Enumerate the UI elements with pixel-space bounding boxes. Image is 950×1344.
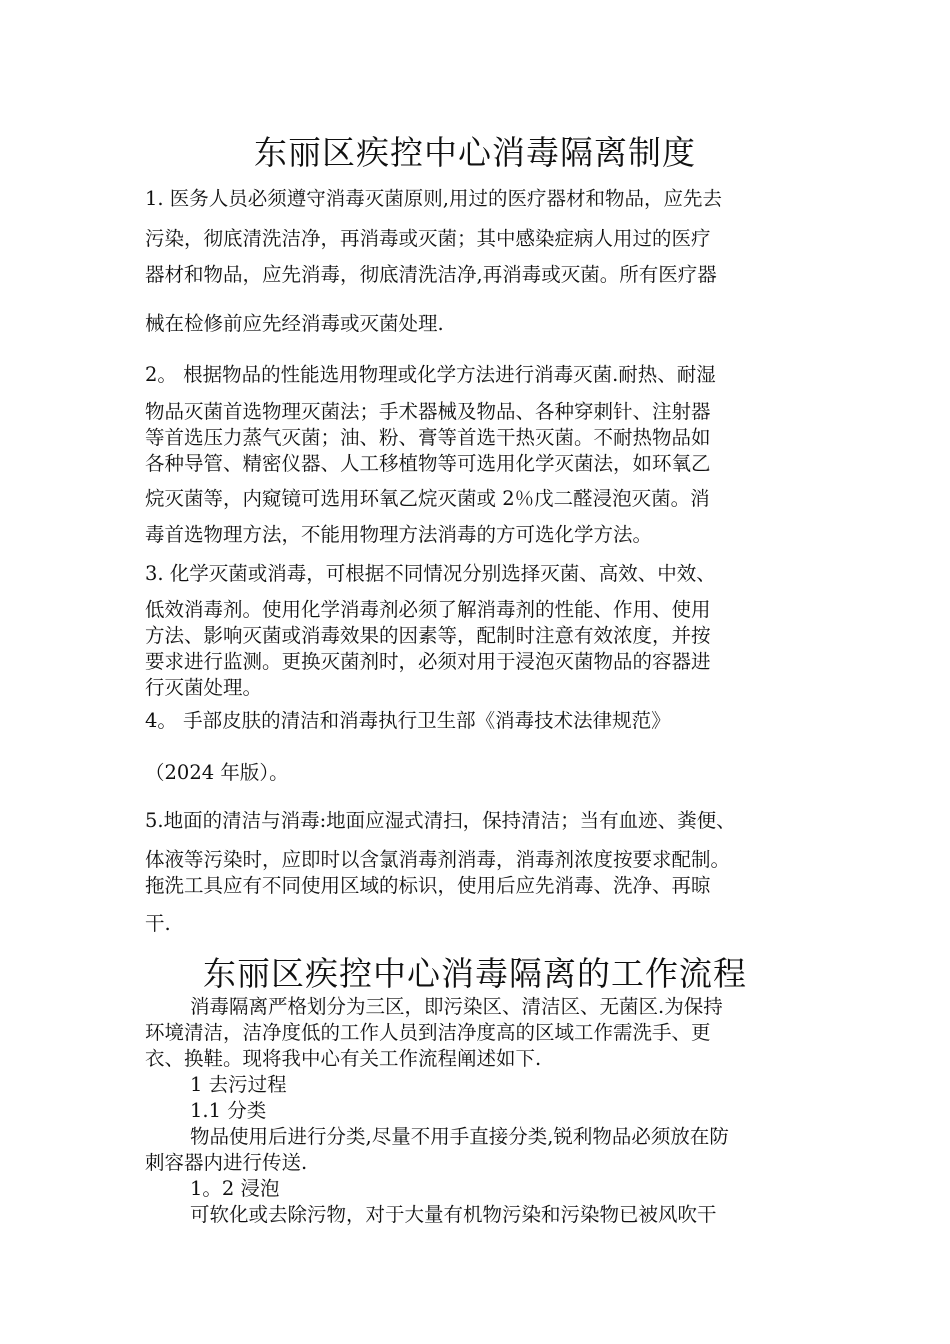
section-2-line: 烷灭菌等，内窥镜可选用环氧乙烷灭菌或 2％戊二醛浸泡灭菌。消 <box>145 487 710 510</box>
workflow-intro-line: 消毒隔离严格划分为三区，即污染区、清洁区、无菌区.为保持 <box>190 995 723 1018</box>
section-2-line: 2。 根据物品的性能选用物理或化学方法进行消毒灭菌.耐热、耐湿 <box>145 363 716 386</box>
workflow-heading-1: 1 去污过程 <box>190 1073 287 1096</box>
section-1-line: 1. 医务人员必须遵守消毒灭菌原则,用过的医疗器材和物品，应先去 <box>145 187 723 210</box>
section-1-line: 器材和物品，应先消毒，彻底清洗洁净,再消毒或灭菌。所有医疗器 <box>145 263 717 286</box>
section-3-line: 低效消毒剂。使用化学消毒剂必须了解消毒剂的性能、作用、使用 <box>145 598 711 621</box>
section-2-line: 各种导管、精密仪器、人工移植物等可选用化学灭菌法，如环氧乙 <box>145 452 711 475</box>
workflow-paragraph-1-1: 物品使用后进行分类,尽量不用手直接分类,锐利物品必须放在防 <box>190 1125 729 1148</box>
section-3-line: 要求进行监测。更换灭菌剂时，必须对用于浸泡灭菌物品的容器进 <box>145 650 711 673</box>
workflow-intro-line: 环境清洁，洁净度低的工作人员到洁净度高的区域工作需洗手、更 <box>145 1021 711 1044</box>
section-5-line: 5.地面的清洁与消毒:地面应湿式清扫，保持清洁；当有血迹、粪便、 <box>145 809 736 832</box>
section-3-line: 方法、影响灭菌或消毒效果的因素等，配制时注意有效浓度，并按 <box>145 624 711 647</box>
section-4-line: （2024 年版）。 <box>145 761 289 784</box>
section-2-line: 等首选压力蒸气灭菌；油、粉、膏等首选干热灭菌。不耐热物品如 <box>145 426 711 449</box>
section-2-line: 物品灭菌首选物理灭菌法；手术器械及物品、各种穿刺针、注射器 <box>145 400 711 423</box>
workflow-paragraph-1-2: 可软化或去除污物，对于大量有机物污染和污染物已被风吹干 <box>190 1203 717 1226</box>
workflow-intro-line: 衣、换鞋。现将我中心有关工作流程阐述如下. <box>145 1047 542 1070</box>
document-title: 东丽区疾控中心消毒隔离制度 <box>254 133 696 172</box>
section-1-line: 污染，彻底清洗洁净，再消毒或灭菌；其中感染症病人用过的医疗 <box>145 227 711 250</box>
section-3-line: 行灭菌处理。 <box>145 676 263 699</box>
section-5-line: 拖洗工具应有不同使用区域的标识，使用后应先消毒、洗净、再晾 <box>145 874 711 897</box>
workflow-heading-1-1: 1.1 分类 <box>190 1099 267 1122</box>
section-5-line: 体液等污染时，应即时以含氯消毒剂消毒，消毒剂浓度按要求配制。 <box>145 848 731 871</box>
workflow-title: 东丽区疾控中心消毒隔离的工作流程 <box>203 954 747 993</box>
section-5-line: 干. <box>145 912 171 935</box>
section-4-line: 4。 手部皮肤的清洁和消毒执行卫生部《消毒技术法律规范》 <box>145 709 671 732</box>
section-3-line: 3. 化学灭菌或消毒，可根据不同情况分别选择灭菌、高效、中效、 <box>145 562 716 585</box>
section-2-line: 毒首选物理方法，不能用物理方法消毒的方可选化学方法。 <box>145 523 653 546</box>
workflow-heading-1-2: 1。2 浸泡 <box>190 1177 280 1200</box>
workflow-paragraph-1-1: 刺容器内进行传送. <box>145 1151 308 1174</box>
section-1-line: 械在检修前应先经消毒或灭菌处理. <box>145 312 444 335</box>
